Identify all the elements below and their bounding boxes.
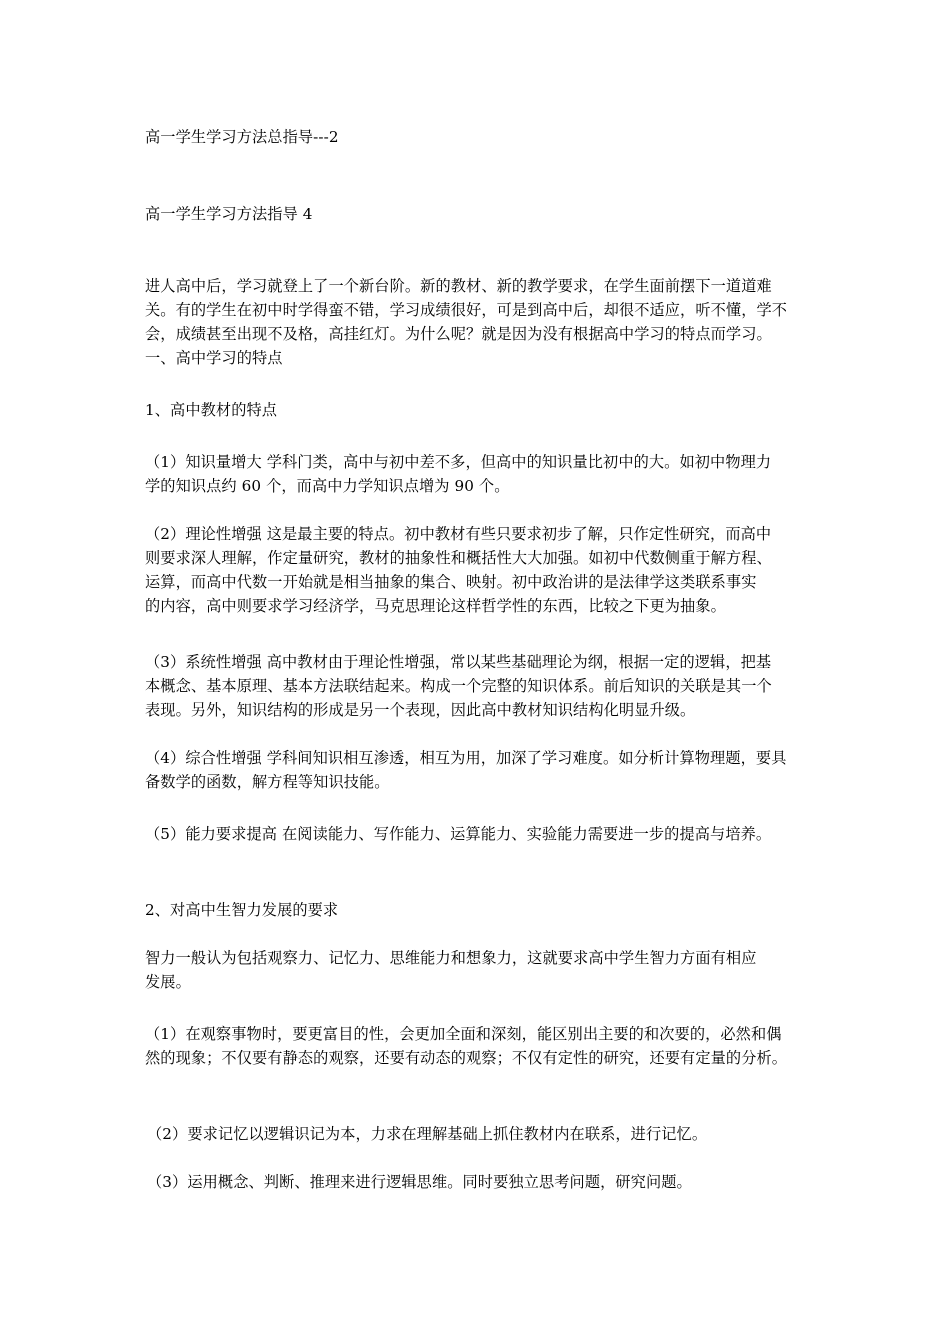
- text-line: 的内容，高中则要求学习经济学，马克思理论这样哲学性的东西，比较之下更为抽象。: [145, 597, 726, 615]
- text-line: 然的现象；不仅要有静态的观察，还要有动态的观察；不仅有定性的研究，还要有定量的分析。: [145, 1049, 788, 1067]
- text-line: 发展。: [145, 973, 191, 991]
- subsection-heading: 1、高中教材的特点: [145, 401, 278, 419]
- text-line: 智力一般认为包括观察力、记忆力、思维能力和想象力，这就要求高中学生智力方面有相应: [145, 949, 757, 967]
- text-line: （2）要求记忆以逻辑识记为本，力求在理解基础上抓住教材内在联系，进行记忆。: [147, 1125, 708, 1143]
- text-line: （5）能力要求提高 在阅读能力、写作能力、运算能力、实验能力需要进一步的提高与培养。: [145, 825, 772, 843]
- text-line: 进人高中后，学习就登上了一个新台阶。新的教材、新的教学要求，在学生面前摆下一道道难: [145, 277, 772, 295]
- text-line: 关。有的学生在初中时学得蛮不错，学习成绩很好，可是到高中后，却很不适应，听不懂，学不: [145, 301, 788, 319]
- text-line: （2）理论性增强 这是最主要的特点。初中教材有些只要求初步了解，只作定性研究，而高中: [145, 525, 772, 543]
- section-heading: 一、高中学习的特点: [145, 349, 283, 367]
- document-title: 高一学生学习方法总指导---2: [145, 128, 339, 146]
- text-line: （1）知识量增大 学科门类，高中与初中差不多，但高中的知识量比初中的大。如初中物理力: [145, 453, 772, 471]
- text-line: （3）系统性增强 高中教材由于理论性增强，常以某些基础理论为纲，根据一定的逻辑，把基: [145, 653, 772, 671]
- text-line: 学的知识点约 60 个，而高中力学知识点增为 90 个。: [145, 477, 510, 495]
- text-line: （4）综合性增强 学科间知识相互渗透，相互为用，加深了学习难度。如分析计算物理题，要具: [145, 749, 787, 767]
- text-line: 备数学的函数，解方程等知识技能。: [145, 773, 390, 791]
- text-line: 本概念、基本原理、基本方法联结起来。构成一个完整的知识体系。前后知识的关联是其一个: [145, 677, 772, 695]
- subsection-heading: 2、对高中生智力发展的要求: [145, 901, 339, 919]
- document-subtitle: 高一学生学习方法指导 4: [145, 205, 313, 223]
- text-line: 则要求深人理解，作定量研究，教材的抽象性和概括性大大加强。如初中代数侧重于解方程、: [145, 549, 772, 567]
- text-line: 运算，而高中代数一开始就是相当抽象的集合、映射。初中政治讲的是法律学这类联系事实: [145, 573, 757, 591]
- text-line: 会，成绩甚至出现不及格，高挂红灯。为什么呢？就是因为没有根据高中学习的特点而学习。: [145, 325, 772, 343]
- text-line: 表现。另外，知识结构的形成是另一个表现，因此高中教材知识结构化明显升级。: [145, 701, 696, 719]
- text-line: （3）运用概念、判断、推理来进行逻辑思维。同时要独立思考问题，研究问题。: [147, 1173, 692, 1191]
- text-line: （1）在观察事物时，要更富目的性，会更加全面和深刻，能区别出主要的和次要的，必然和偶: [145, 1025, 782, 1043]
